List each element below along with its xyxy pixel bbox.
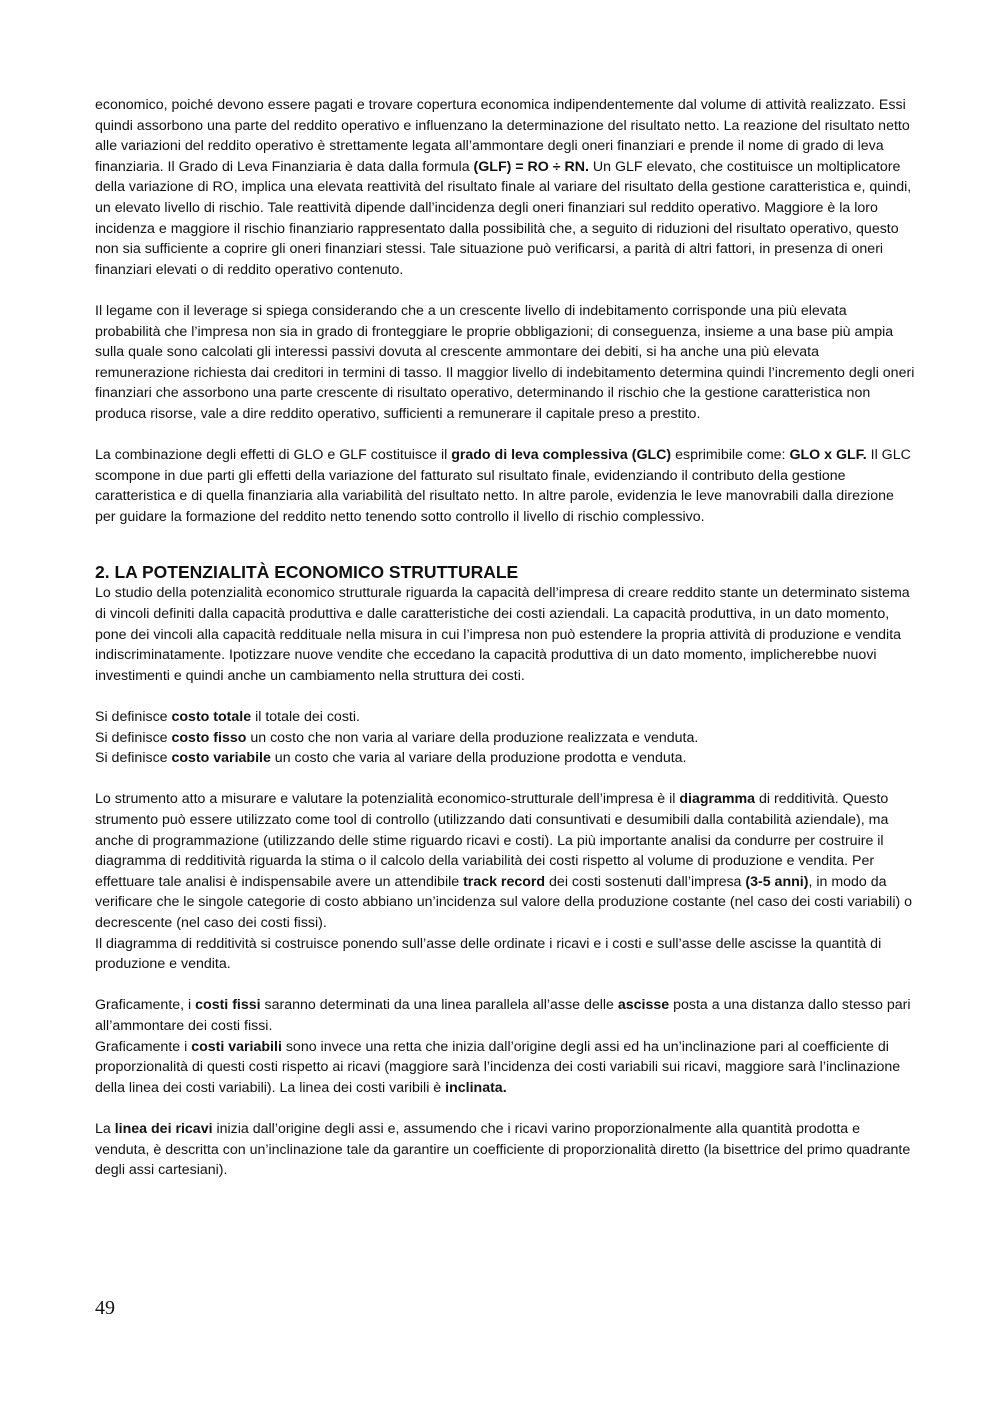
document-page: [95, 95, 915, 1181]
paragraph-costi-variabili: [95, 1037, 915, 1099]
paragraph-potenzialita: Lo studio della potenzialità economico strutturale riguarda la capacità dell’impresa di creare reddito stante un determinato sistema di vincoli definiti dalla capacità produttiva e dalle caratteristiche dei costi aziendali. La capacità produttiva, in un dato momento, pone dei vincoli alla capacità reddituale nella misura in cui l’impresa non può estendere la propria attività di produzione e vendita indiscriminatamente. Ipotizzare nuove vendite che eccedano la capacità produttiva di un dato momento, implicherebbe nuovi investimenti e quindi anche un cambiamento nella struttura dei costi.: [95, 585, 910, 684]
text-run: sono invece una retta che inizia dall’origine degli assi ed ha un’inclinazione pari al coefficiente di proporzionalità di questi costi rispetto ai ricavi (maggiore sarà l’incidenza dei costi variabili sui ricavi, maggiore sarà l’inclinazione della linea dei costi variabili). La linea dei costi varibili è: [95, 1038, 901, 1096]
paragraph-leverage: Il legame con il leverage si spiega considerando che a un crescente livello di indebitamento corrisponde una più elevata probabilità che l’impresa non sia in grado di fronteggiare le proprie obbligazioni; di conseguenza, insieme a una base più ampia sulla quale sono calcolati gli interessi passivi dovuta al crescente ammontare dei debiti, si ha anche una più elevata remunerazione richiesta dai creditori in termini di tasso. Il maggior livello di indebitamento determina quindi l’incremento degli oneri finanziari che assorbono una parte crescente di risultato operativo, determinando il rischio che la gestione caratteristica non produca risorse, vale a dire reddito operativo, sufficienti a remunerare il capitale preso a prestito.: [95, 302, 915, 422]
term-inclinata: inclinata.: [445, 1079, 507, 1096]
term-costi-fissi: costi fissi: [195, 997, 261, 1014]
text-run: Graficamente, i: [95, 997, 196, 1014]
text-run: un costo che varia al variare della produzione prodotta e venduta.: [270, 750, 687, 767]
text-run: Si definisce: [95, 729, 172, 746]
text-run: esprimibile come:: [671, 447, 790, 464]
text-run: Si definisce: [95, 750, 172, 767]
definition-costo-totale: [95, 707, 915, 728]
paragraph-linea-ricavi: [95, 1119, 915, 1181]
definition-costo-variabile: [95, 748, 915, 769]
paragraph-leva-complessiva: [95, 445, 915, 527]
term-ascisse: ascisse: [617, 997, 670, 1014]
term-costo-totale: costo totale: [171, 709, 252, 726]
term-costi-variabili: costi variabili: [191, 1038, 282, 1055]
text-run: economico, poiché devono essere pagati e trovare copertura economica indipendentemente dal volume di attività realizzato. Essi quindi assorbono una parte del reddito operativo e influenzano la determinazione del risultato netto. La reazione del risultato netto alle variazioni del reddito operativo è strettamente legata all’ammontare degli oneri finanziari e prende il nome di grado di leva finanziaria. Il Grado di Leva Finanziaria è data dalla formula: [95, 97, 910, 175]
term-linea-ricavi: linea dei ricavi: [114, 1120, 213, 1137]
text-run: La: [95, 1120, 115, 1137]
text-run: Un GLF elevato, che costituisce un moltiplicatore della variazione di RO, implica una elevata reattività del risultato finale al variare del risultato della gestione caratteristica e, quindi, un elevato livello di rischio. Tale reattività dipende dall’incidenza degli oneri finanziari sul reddito operativo. Maggiore è la loro incidenza e maggiore il rischio finanziario rappresentato dalla possibilità che, a seguito di riduzioni del risultato operativo, questo non sia sufficiente a coprire gli oneri finanziari stessi. Tale situazione può verificarsi, a parità di altri fattori, in presenza di oneri finanziari elevati o di reddito operativo contenuto.: [95, 158, 912, 278]
definition-costo-fisso: [95, 728, 915, 749]
text-run: dei costi sostenuti dall’impresa: [545, 873, 746, 890]
text-run: Lo strumento atto a misurare e valutare la potenzialità economico-strutturale dell’impresa è il: [95, 791, 680, 808]
term-anni: (3-5 anni): [745, 873, 809, 890]
term-costo-fisso: costo fisso: [171, 729, 247, 746]
term-track-record: track record: [463, 873, 546, 890]
text-run: il totale dei costi.: [251, 709, 360, 726]
text-run: , in modo da verificare che le singole categorie di costo abbiano un’incidenza sul valore della produzione costante (nel caso dei costi variabili) o decrescente (nel caso dei costi fissi).: [95, 873, 913, 931]
term-costo-variabile: costo variabile: [171, 750, 271, 767]
paragraph-costi-fissi: [95, 995, 915, 1036]
text-run: un costo che non varia al variare della produzione realizzata e venduta.: [246, 729, 699, 746]
text-run: saranno determinati da una linea parallela all’asse delle: [260, 997, 618, 1014]
text-run: Graficamente i: [95, 1038, 192, 1055]
term-diagramma: diagramma: [679, 791, 756, 808]
text-run: inizia dall’origine degli assi e, assumendo che i ricavi varino proporzionalmente alla quantità prodotta e venduta, è descritta con un’inclinazione tale da garantire un coefficiente di proporzionalità diretto (la bisettrice del primo quadrante degli assi cartesiani).: [95, 1120, 911, 1179]
glc-term: grado di leva complessiva (GLC): [451, 447, 672, 464]
text-run: di redditività. Questo strumento può essere utilizzato come tool di controllo (utilizzando dati consuntivati e desumibili dalla contabilità aziendale), ma anche di programmazione (utilizzando delle stime riguardo ricavi e costi). La più importante analisi da condurre per costruire il diagramma di redditività riguarda la stima o il calcolo della variabilità dei costi rispetto al volume di produzione e vendita. Per effettuare tale analisi è indispensabile avere un attendibile: [95, 791, 889, 890]
paragraph-costruzione-diagramma: Il diagramma di redditività si costruisce ponendo sull’asse delle ordinate i ricavi e i costi e sull’asse delle ascisse la quantità di produzione e vendita.: [95, 935, 882, 973]
glc-formula: GLO x GLF.: [789, 447, 867, 464]
paragraph-diagramma: [95, 789, 915, 933]
text-run: Il GLC scompone in due parti gli effetti della variazione del fatturato sul risultato finale, evidenziando il contributo della gestione caratteristica e di quella finanziaria alla variabilità del risultato netto. In altre parole, evidenzia le leve manovrabili dalla direzione per guidare la formazione del reddito netto tenendo sotto controllo il livello di rischio complessivo.: [95, 447, 911, 525]
text-run: La combinazione degli effetti di GLO e GLF costituisce il: [95, 447, 452, 464]
section-heading: 2. LA POTENZIALITÀ ECONOMICO STRUTTURALE: [95, 562, 519, 583]
text-run: posta a una distanza dallo stesso pari all’ammontare dei costi fissi.: [95, 997, 911, 1034]
paragraph-leva-finanziaria: [95, 95, 915, 280]
page-number: 49: [95, 1297, 115, 1319]
text-run: Si definisce: [95, 709, 172, 726]
glf-formula: (GLF) = RO ÷ RN.: [473, 158, 589, 175]
